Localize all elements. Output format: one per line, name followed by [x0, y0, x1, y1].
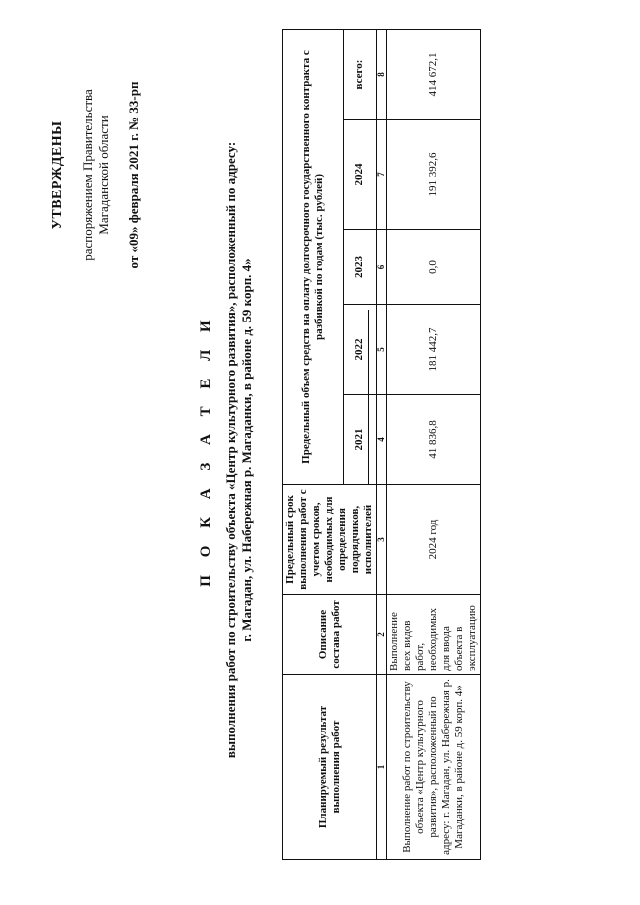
- header-year: 2022: [343, 305, 376, 395]
- title-heading: П О К А З А Т Е Л И: [198, 313, 214, 587]
- cell-value-2022: 181 442,7: [387, 305, 481, 395]
- title-line-2: г. Магадан, ул. Набережная р. Магаданки, в районе д. 59 корп. 4»: [239, 258, 254, 642]
- cell-value-2023: 0,0: [387, 230, 481, 305]
- column-number: 3: [377, 485, 387, 595]
- column-number-row: [377, 30, 387, 860]
- cell-deadline: 2024 год: [387, 485, 481, 595]
- cell-value-2024: 191 392,6: [387, 120, 481, 230]
- column-number: 1: [377, 675, 387, 860]
- title-line-1: выполнения работ по строительству объекта «Центр культурного развития», расположенный по адресу:: [223, 141, 238, 759]
- column-number: 8: [377, 30, 387, 120]
- approval-heading: УТВЕРЖДЕНЫ: [50, 120, 65, 230]
- header-year: 2024: [343, 120, 376, 230]
- cell-value-2021: 41 836,8: [387, 395, 481, 485]
- column-number: 4: [377, 395, 387, 485]
- approval-line-2: Магаданской области: [96, 115, 111, 235]
- document-title: [198, 20, 255, 880]
- column-number: 6: [377, 230, 387, 305]
- header-limit: Предельный объем средств на оплату долгосрочного государственного контракта с разбивкой по годам (тыс. рублей): [283, 30, 344, 485]
- approval-stamp: [50, 30, 142, 320]
- column-number: 7: [377, 120, 387, 230]
- header-total: всего:: [343, 30, 376, 120]
- approval-line-1: распоряжением Правительства: [80, 89, 95, 261]
- cell-total: 414 672,1: [387, 30, 481, 120]
- cell-description: Выполнение всех видов работ, необходимых для ввода объекта в эксплуатацию: [387, 595, 481, 675]
- approval-date: от «09» февраля 2021 г. № 33-рп: [126, 81, 141, 269]
- works-table: [282, 29, 481, 860]
- document-sheet: [50, 20, 478, 880]
- table-header-row: [283, 30, 344, 860]
- header-description: Описание состава работ: [283, 595, 377, 675]
- header-deadline: Предельный срок выполнения работ с учетом сроков, необходимых для определения подрядчиков, исполнителей: [283, 485, 377, 595]
- header-year: 2023: [343, 230, 376, 305]
- table-row: [387, 30, 481, 860]
- column-number: 2: [377, 595, 387, 675]
- column-number: 5: [377, 305, 387, 395]
- header-planned-result: Планируемый результат выполнения работ: [283, 675, 377, 860]
- header-year: 2021: [343, 395, 376, 485]
- cell-planned-result: Выполнение работ по строительству объекта «Центр культурного развития», расположенный по адресу: г. Магадан, ул. Набережная р. Магаданки, в районе д. 59 корп. 4»: [387, 675, 481, 860]
